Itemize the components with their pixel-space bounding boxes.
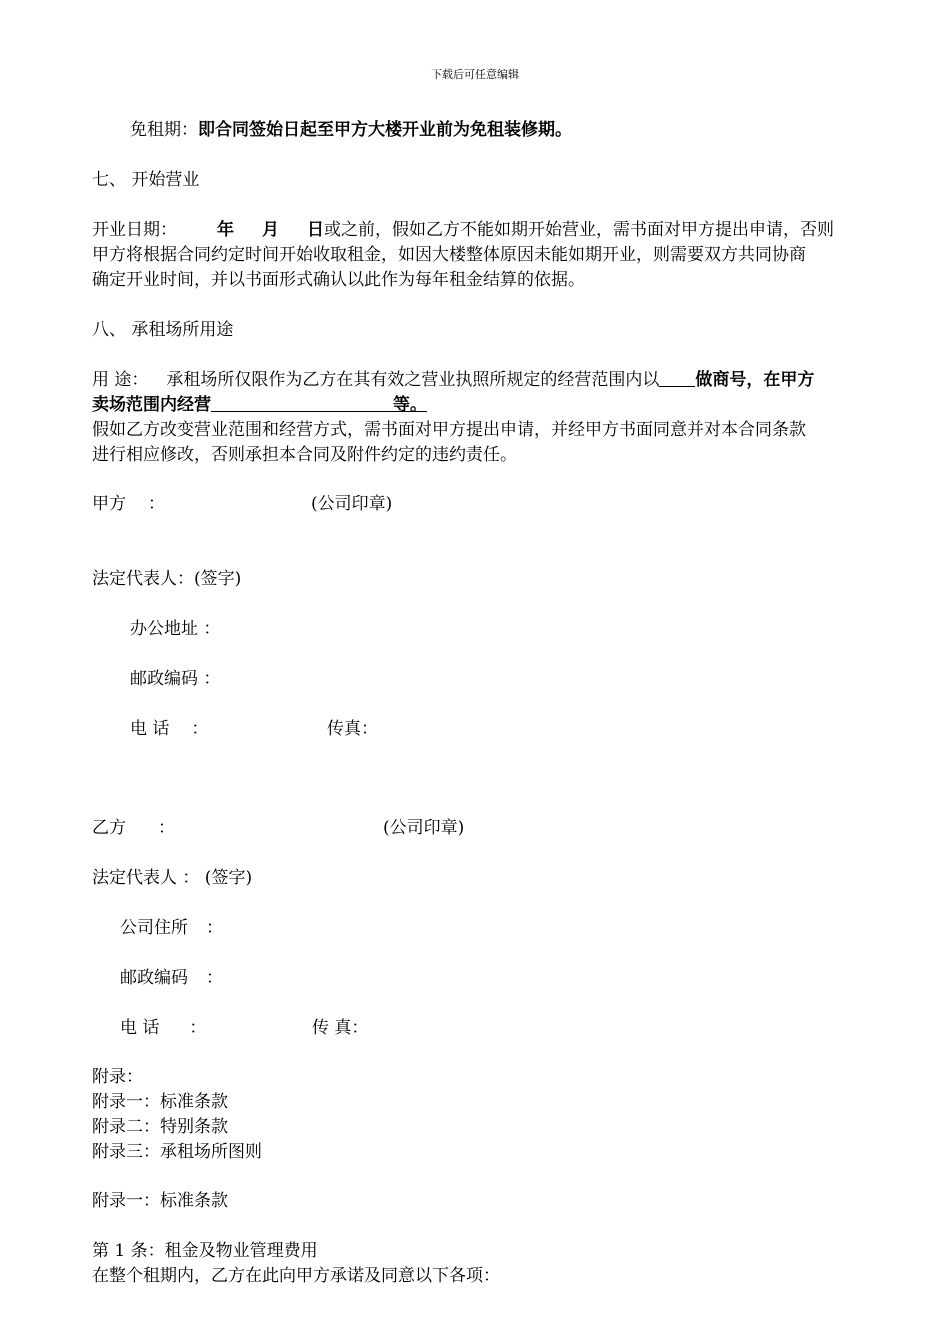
usage-label: 用 途： <box>92 370 149 390</box>
party-b-rep: 法定代表人 ： (签字) <box>92 868 253 888</box>
party-a-phone: 电 话 <box>130 719 170 739</box>
rent-free-line <box>130 118 572 143</box>
month-label: 月 <box>262 220 279 240</box>
party-b-phone-line <box>120 1016 206 1041</box>
opening-date-label: 开业日期： <box>92 220 177 240</box>
trade-name-blank <box>659 368 695 387</box>
usage-line <box>92 368 814 393</box>
page-header: 下载后可任意编辑 <box>431 68 519 81</box>
day-label: 日 <box>307 220 324 240</box>
party-b-seal: (公司印章) <box>383 818 465 838</box>
party-b-phone: 电 话 <box>120 1018 160 1038</box>
party-b-postcode: 邮政编码 <box>120 968 188 988</box>
usage-bold-1: 做商号，在甲方 <box>695 370 815 390</box>
opening-text-1: 或之前，假如乙方不能如期开始营业，需书面对甲方提出申请，否则 <box>324 220 834 240</box>
party-a-rep: 法定代表人：(签字) <box>92 569 242 589</box>
party-a-label: 甲方 <box>92 494 126 514</box>
appendix-section-title: 附录一：标准条款 <box>92 1191 228 1211</box>
article-1-title: 第 1 条：租金及物业管理费用 <box>92 1241 318 1261</box>
appendix-item: 附录三：承租场所图则 <box>92 1142 262 1162</box>
party-b-phone-colon: ： <box>189 1018 207 1038</box>
appendix-item: 附录一：标准条款 <box>92 1092 228 1112</box>
usage-bold-3: 等。 <box>393 395 427 415</box>
usage-line-2 <box>92 393 427 418</box>
party-b-address-colon: ： <box>206 918 223 938</box>
party-b-address-line <box>120 916 223 941</box>
usage-text: 承租场所仅限作为乙方在其有效之营业执照所规定的经营范围内以 <box>166 370 660 390</box>
opening-date-line <box>92 218 834 243</box>
opening-text-3: 确定开业时间，并以书面形式确认以此作为每年租金结算的依据。 <box>92 270 585 290</box>
opening-text-2: 甲方将根据合同约定时间开始收取租金，如因大楼整体原因未能如期开业，则需要双方共同协商 <box>92 245 806 265</box>
party-b-address: 公司住所 <box>120 918 188 938</box>
usage-change-2: 进行相应修改，否则承担本合同及附件约定的违约责任。 <box>92 445 517 465</box>
party-a-colon: ： <box>148 494 165 514</box>
usage-change-1: 假如乙方改变营业范围和经营方式，需书面对甲方提出申请，并经甲方书面同意并对本合同条款 <box>92 420 806 440</box>
year-label: 年 <box>217 220 234 240</box>
party-a-postcode: 邮政编码 ： <box>130 669 221 689</box>
party-a-seal: (公司印章) <box>311 494 393 514</box>
rent-free-text: 即合同签始日起至甲方大楼开业前为免租装修期。 <box>198 120 572 140</box>
rent-free-label: 免租期： <box>130 120 198 140</box>
business-scope-blank <box>211 393 393 412</box>
party-a-phone-colon: ： <box>191 719 209 739</box>
appendix-item: 附录二：特别条款 <box>92 1117 228 1137</box>
section-8-title: 八、 承租场所用途 <box>92 320 234 340</box>
party-b-postcode-line <box>120 966 223 991</box>
party-b-postcode-colon: ： <box>206 968 223 988</box>
party-a-phone-line <box>130 717 208 742</box>
party-b-label: 乙方 <box>92 818 126 838</box>
party-b-colon: ： <box>158 818 175 838</box>
party-b-fax: 传 真： <box>312 1018 369 1038</box>
party-a-fax: 传真： <box>327 719 378 739</box>
usage-bold-2: 卖场范围内经营 <box>92 395 211 415</box>
article-1-text: 在整个租期内，乙方在此向甲方承诺及同意以下各项： <box>92 1266 500 1286</box>
section-7-title: 七、 开始营业 <box>92 170 200 190</box>
party-b-line <box>92 816 175 841</box>
appendix-title: 附录： <box>92 1067 143 1087</box>
party-a-address: 办公地址 ： <box>130 619 221 639</box>
party-a-line <box>92 492 165 517</box>
